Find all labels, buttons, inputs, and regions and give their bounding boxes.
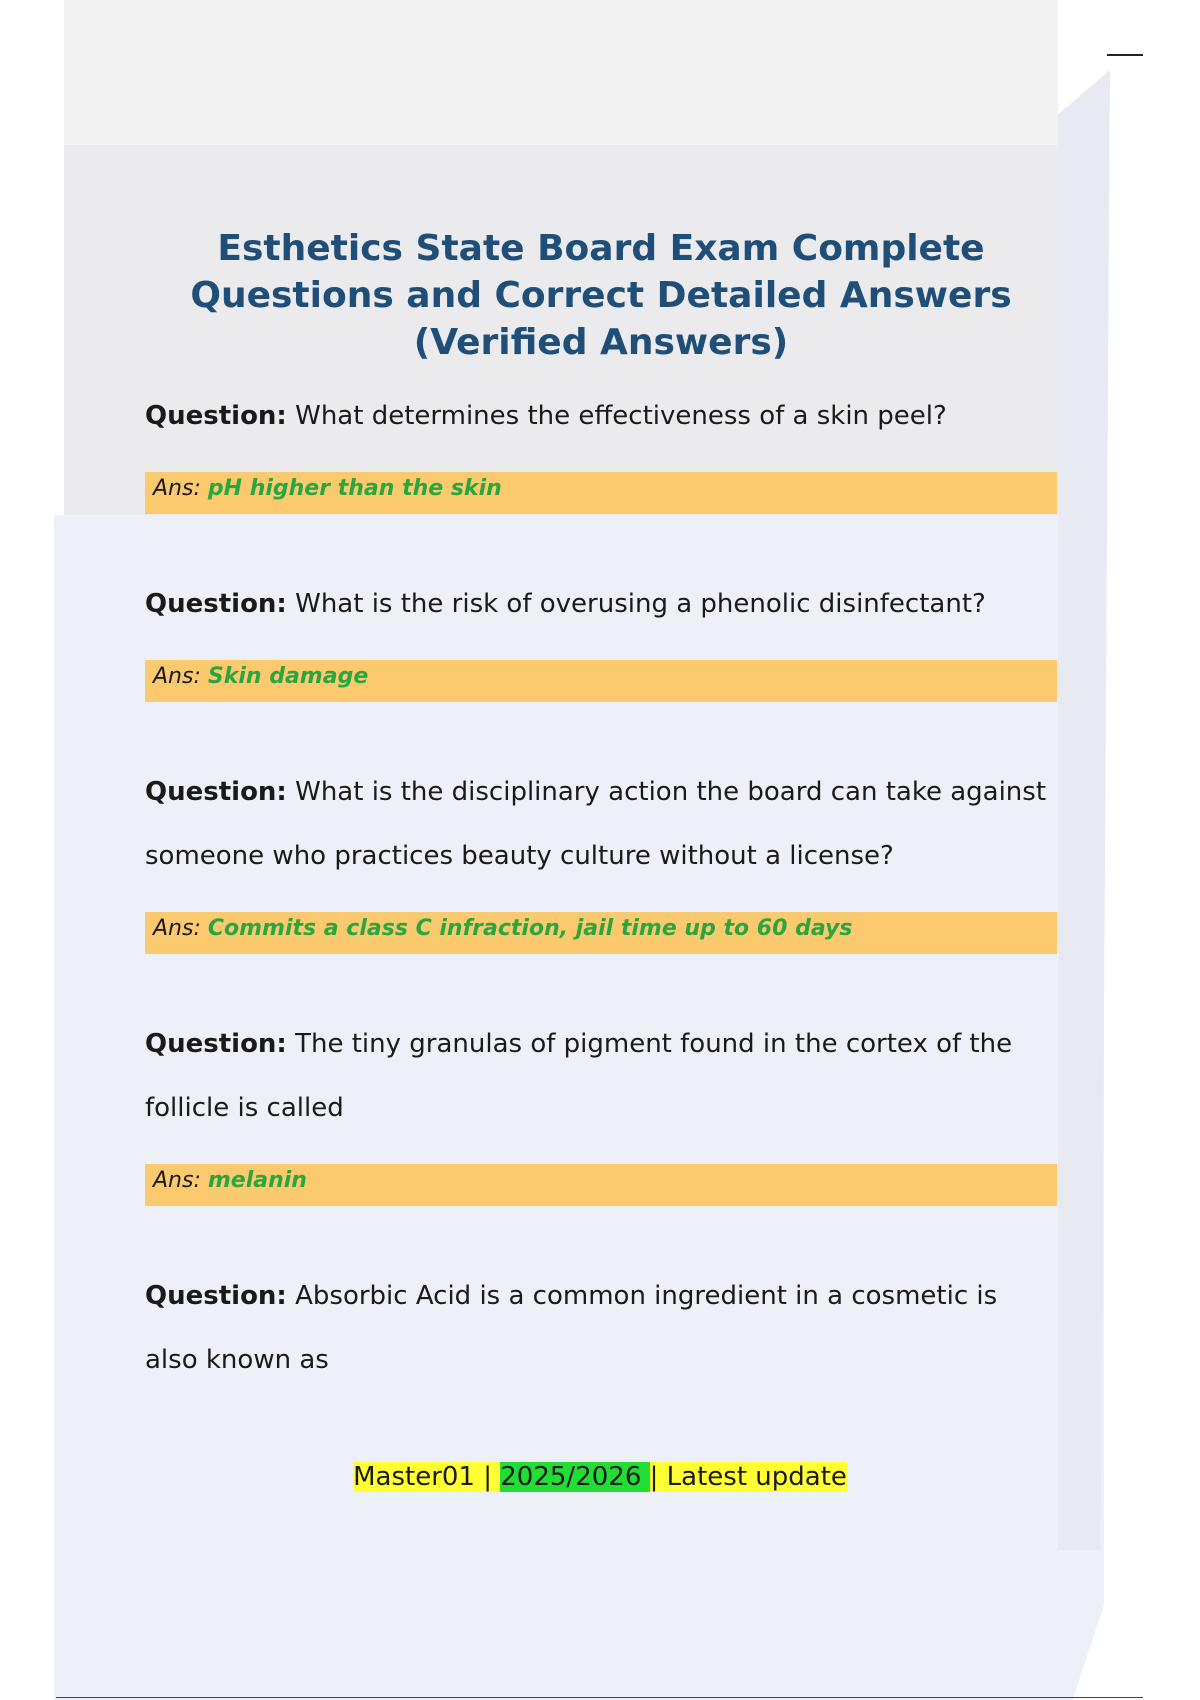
footer-update: | Latest update (649, 1462, 847, 1492)
document-content (145, 225, 1057, 1392)
answer-label: Ans: (153, 916, 201, 941)
answer-label: Ans: (153, 476, 201, 501)
answer-text: Commits a class C infraction, jail time up to 60 days (207, 916, 853, 941)
question-label: Question: (145, 777, 287, 807)
answer-3 (145, 912, 1057, 954)
question-5 (145, 1264, 1057, 1392)
qa-list (145, 384, 1057, 1392)
answer-4 (145, 1164, 1057, 1206)
question-text: What determines the effectiveness of a skin peel? (295, 401, 947, 431)
question-3 (145, 760, 1057, 888)
page-background-top (64, 0, 1058, 145)
answer-text: melanin (207, 1168, 307, 1193)
question-2 (145, 572, 1057, 636)
question-label: Question: (145, 589, 287, 619)
document-title: Esthetics State Board Exam Complete Questions and Correct Detailed Answers (Verified Answers) (190, 228, 1012, 363)
answer-1 (145, 472, 1057, 514)
footer-year: 2025/2026 (500, 1462, 650, 1492)
answer-text: Skin damage (207, 664, 369, 689)
question-label: Question: (145, 1281, 287, 1311)
question-text: What is the disciplinary action the board can take against someone who practices beauty culture without a license? (145, 777, 1047, 871)
footer-author: Master01 | (353, 1462, 501, 1492)
question-label: Question: (145, 1029, 287, 1059)
top-dash-mark (1107, 54, 1143, 56)
question-text: The tiny granulas of pigment found in the cortex of the follicle is called (145, 1029, 1013, 1123)
question-1 (145, 384, 1057, 448)
answer-2 (145, 660, 1057, 702)
answer-text: pH higher than the skin (207, 476, 502, 501)
question-label: Question: (145, 401, 287, 431)
bottom-rule (56, 1697, 1143, 1698)
answer-label: Ans: (153, 1168, 201, 1193)
question-text: Absorbic Acid is a common ingredient in a cosmetic is also known as (145, 1281, 998, 1375)
answer-label: Ans: (153, 664, 201, 689)
question-text: What is the risk of overusing a phenolic disinfectant? (295, 589, 986, 619)
footer-watermark (0, 1458, 1200, 1496)
question-4 (145, 1012, 1057, 1140)
